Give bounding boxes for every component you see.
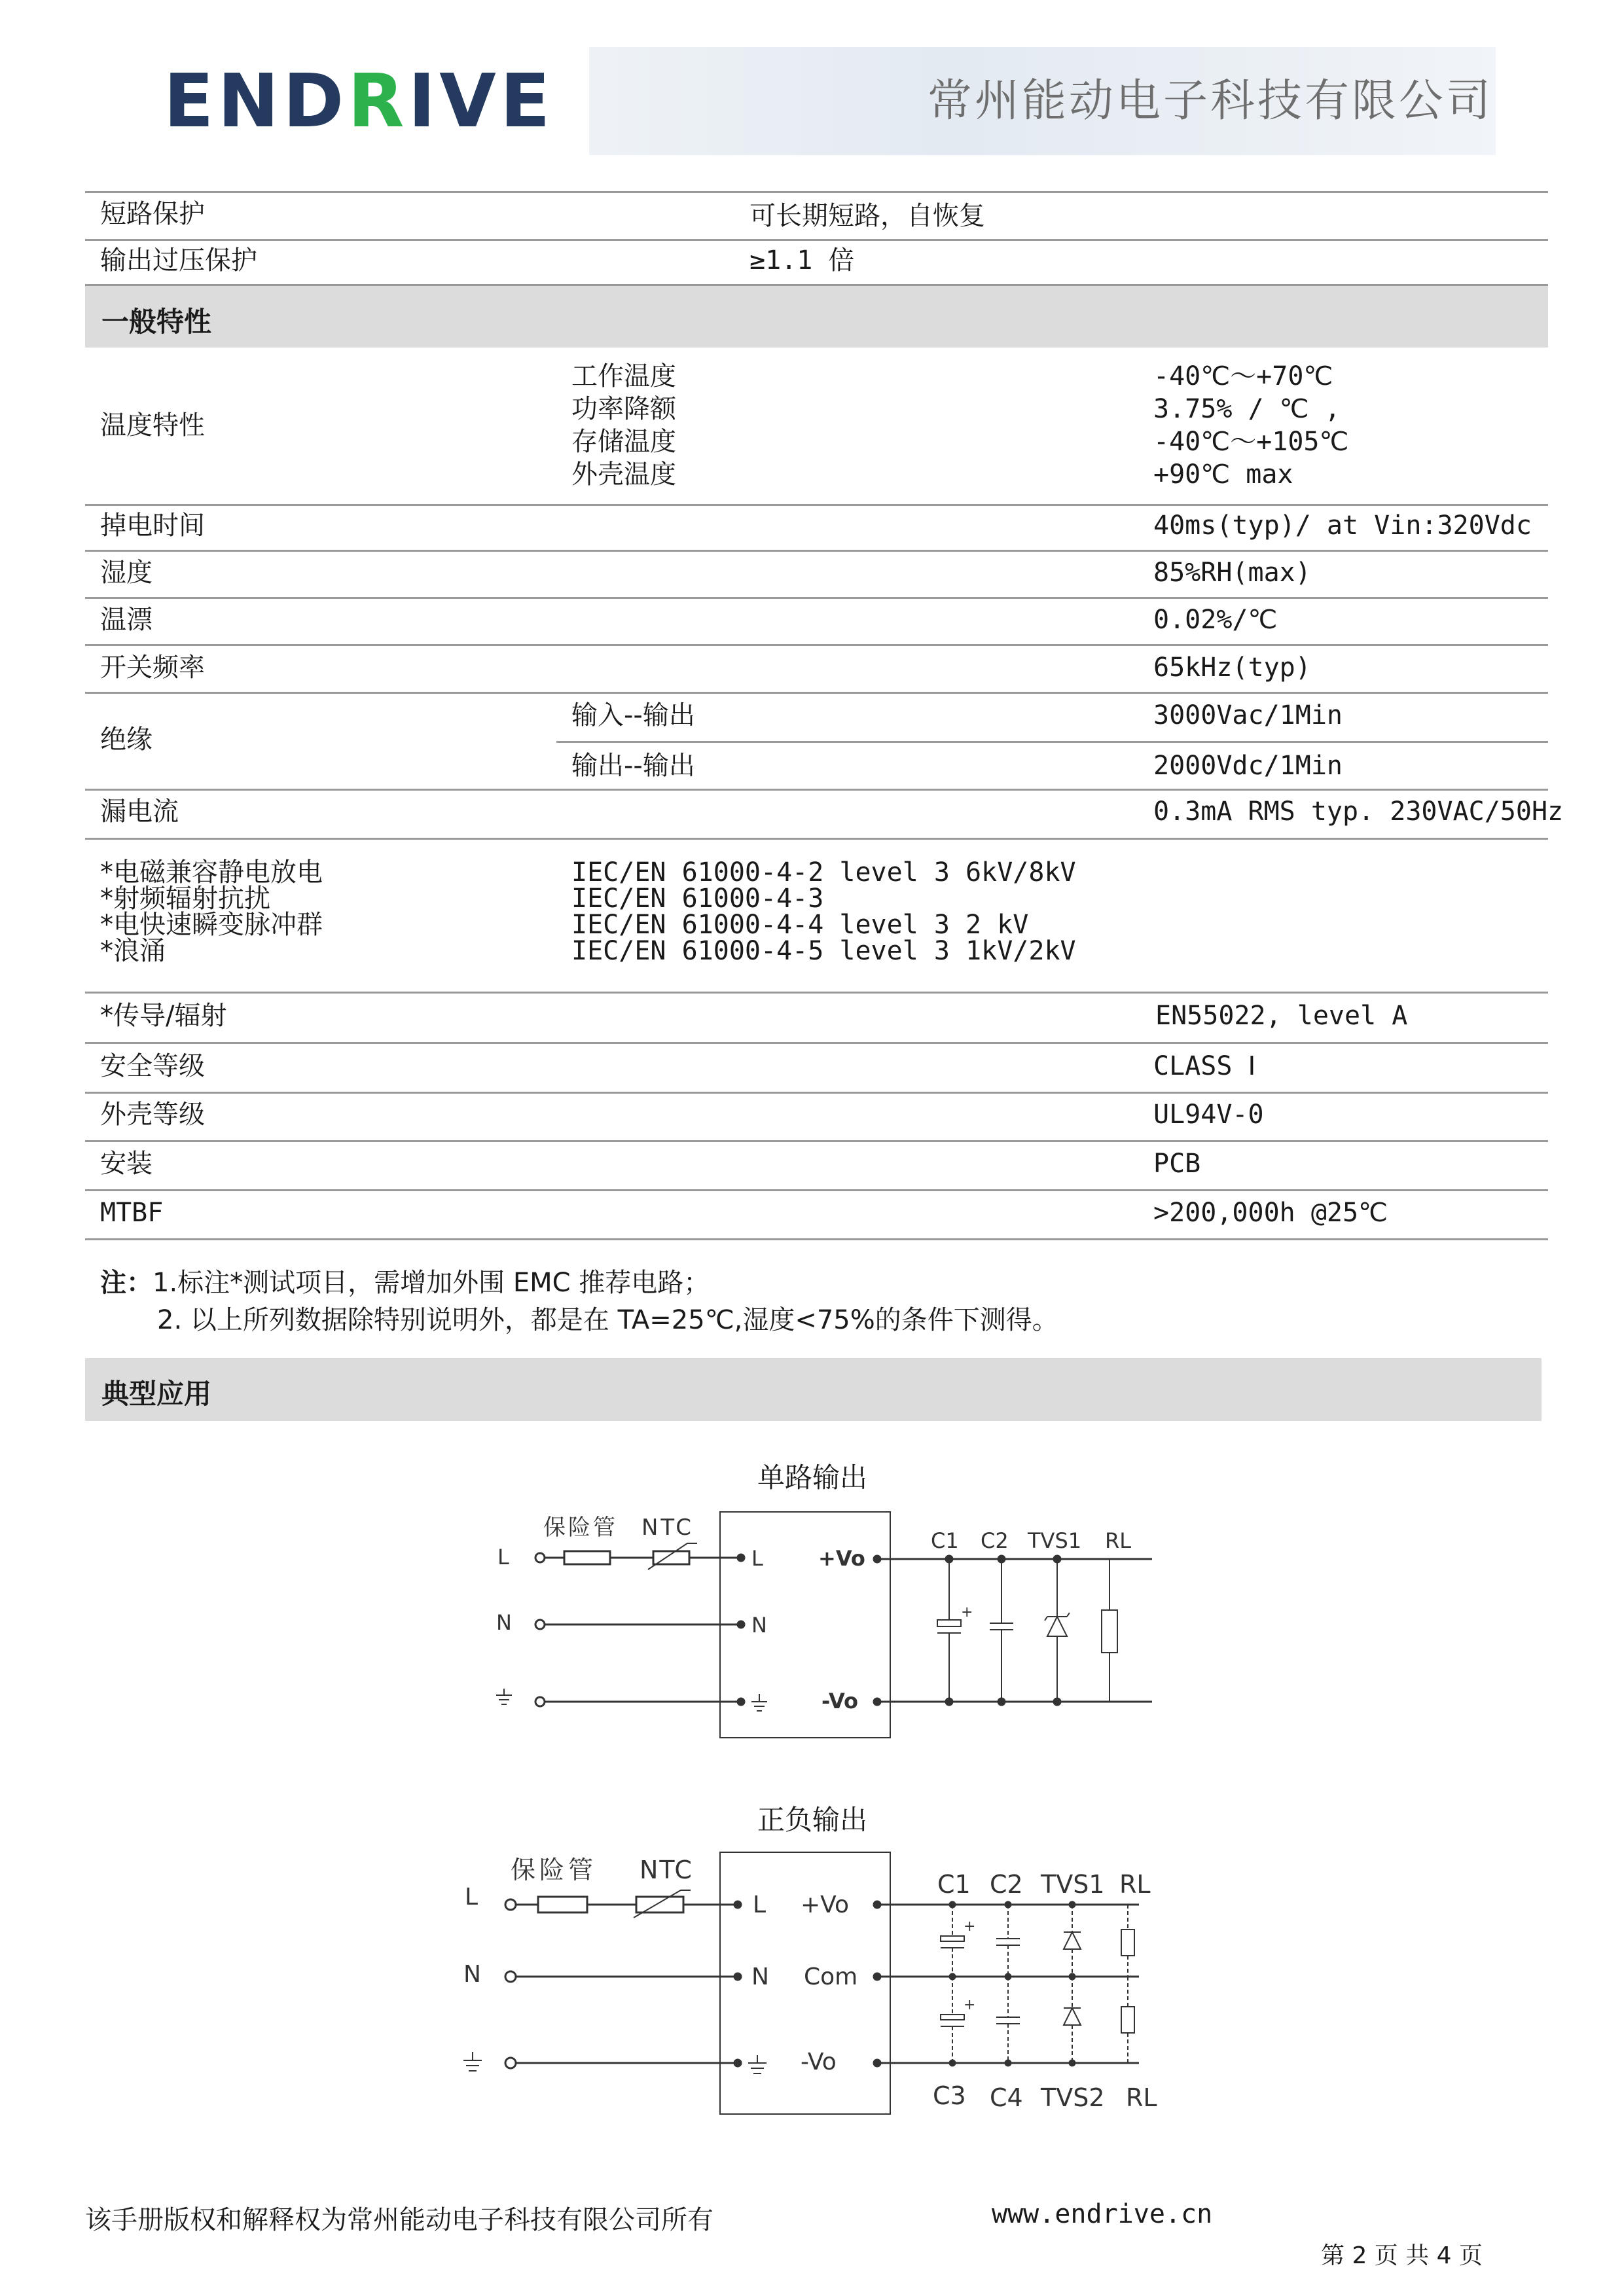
circuit2-title: 正负输出: [757, 1804, 868, 1836]
tvs-diode-icon: [1045, 1559, 1070, 1702]
row-label: 输出过压保护: [100, 245, 257, 276]
row-value: ≥1.1 倍: [749, 245, 855, 276]
row-value: 40ms(typ)/ at Vin:320Vdc: [1153, 511, 1532, 541]
tvs-diode-icon: [1064, 1977, 1081, 2063]
c2-rl2-label: RL: [1126, 2083, 1157, 2112]
row-label: 短路保护: [100, 199, 205, 229]
c1-pin-l: L: [751, 1546, 763, 1571]
capacitor-icon: [937, 1559, 973, 1702]
leakage-value: 0.3mA RMS typ. 230VAC/50Hz: [1153, 797, 1564, 827]
capacitor-icon: [941, 1905, 975, 1977]
temp-item: 外壳温度: [571, 459, 676, 490]
row-label: 安装: [100, 1149, 153, 1179]
c1-c2-label: C2: [981, 1528, 1009, 1553]
row-value: 0.02%/℃: [1153, 605, 1278, 635]
emc-value: IEC/EN 61000-4-3: [571, 884, 824, 914]
circuit1-diagram: [471, 1499, 1191, 1754]
leakage-label: 漏电流: [100, 797, 179, 827]
row-label: *传导/辐射: [100, 1001, 227, 1031]
row-value: PCB: [1153, 1149, 1201, 1179]
temperature-label: 温度特性: [100, 410, 205, 440]
capacitor-icon: [990, 1559, 1013, 1702]
endrive-logo: [164, 59, 554, 144]
emc-label: *浪涌: [100, 936, 166, 966]
row-label: 掉电时间: [100, 511, 205, 541]
c2-com: Com: [804, 1964, 858, 1990]
c1-input-n: N: [496, 1610, 512, 1635]
emc-value: IEC/EN 61000-4-2 level 3 6kV/8kV: [571, 857, 1076, 888]
ground-icon: [496, 1689, 512, 1704]
svg-text:+: +: [964, 1918, 976, 1935]
row-value: >200,000h @25℃: [1153, 1198, 1388, 1228]
temp-value: -40℃～+105℃: [1153, 427, 1349, 457]
note-line-2: 2. 以上所列数据除特别说明外，都是在 TA=25℃,湿度<75%的条件下测得。: [157, 1305, 1058, 1335]
emc-label: *电快速瞬变脉冲群: [100, 910, 323, 940]
c2-c1-label: C1: [937, 1870, 971, 1899]
temperature-items: [571, 360, 676, 491]
row-label: 安全等级: [100, 1051, 205, 1081]
insulation-value: 3000Vac/1Min: [1153, 700, 1343, 730]
row-value: 可长期短路，自恢复: [749, 201, 985, 231]
insulation-item: 输出--输出: [571, 751, 695, 781]
capacitor-icon: [941, 1977, 975, 2063]
insulation-item: 输入--输出: [571, 700, 695, 730]
row-label: 开关频率: [100, 653, 205, 683]
section-typical-band: [85, 1358, 1542, 1421]
temp-item: 功率降额: [571, 394, 676, 424]
emc-label: *电磁兼容静电放电: [100, 857, 323, 888]
temp-item: 工作温度: [571, 361, 676, 391]
footer-page-number: 第 2 页 共 4 页: [1321, 2242, 1483, 2269]
note-line-1: [100, 1262, 710, 1299]
capacitor-icon: [996, 1905, 1020, 1977]
note-prefix: 注：: [100, 1268, 153, 1298]
fuse-icon: [538, 1897, 587, 1912]
note-text: 1.标注*测试项目，需增加外围 EMC 推荐电路；: [153, 1268, 710, 1298]
row-value: 65kHz(typ): [1153, 653, 1311, 683]
temp-value: +90℃ max: [1153, 459, 1293, 490]
c2-c4-label: C4: [990, 2083, 1023, 2112]
c1-pin-n: N: [751, 1613, 767, 1638]
c1-vo-pos: +Vo: [818, 1546, 865, 1571]
ground-icon: [748, 2055, 767, 2073]
row-value: UL94V-0: [1153, 1100, 1264, 1130]
svg-text:+: +: [964, 1997, 976, 2013]
page-header: [0, 0, 1624, 170]
insulation-label: 绝缘: [100, 725, 153, 755]
c2-c2-label: C2: [990, 1870, 1023, 1899]
ground-icon: [751, 1694, 767, 1711]
emc-value: IEC/EN 61000-4-4 level 3 2 kV: [571, 910, 1029, 940]
c1-c1-label: C1: [931, 1528, 959, 1553]
row-label: 湿度: [100, 558, 153, 588]
footer-copyright: 该手册版权和解释权为常州能动电子科技有限公司所有: [85, 2205, 713, 2235]
capacitor-icon: [996, 1977, 1020, 2063]
tvs-diode-icon: [1064, 1905, 1081, 1977]
c2-vo-neg: -Vo: [801, 2049, 837, 2075]
resistor-icon: [1102, 1559, 1117, 1702]
temperature-values: [1153, 360, 1348, 491]
circuit1-title: 单路输出: [757, 1462, 868, 1494]
row-label: 温漂: [100, 605, 153, 635]
circuit2-diagram: [445, 1839, 1204, 2134]
emc-value: IEC/EN 61000-4-5 level 3 1kV/2kV: [571, 936, 1076, 966]
company-name: 常州能动电子科技有限公司: [927, 75, 1493, 127]
c2-c3-label: C3: [933, 2081, 966, 2110]
svg-text:+: +: [961, 1604, 973, 1621]
c2-fuse-label: 保险管: [511, 1856, 598, 1884]
row-value: EN55022, level A: [1155, 1001, 1408, 1031]
c1-input-l: L: [497, 1545, 509, 1570]
c1-rl-label: RL: [1105, 1528, 1132, 1553]
ground-icon: [463, 2052, 482, 2071]
c1-ntc-label: NTC: [641, 1515, 694, 1541]
c1-vo-neg: -Vo: [821, 1689, 858, 1713]
emc-values: [571, 859, 1076, 964]
c1-tvs-label: TVS1: [1028, 1528, 1082, 1553]
section-general-band: [85, 286, 1548, 348]
c2-rl1-label: RL: [1119, 1870, 1151, 1899]
c2-tvs2-label: TVS2: [1041, 2083, 1105, 2112]
resistor-icon: [1121, 1905, 1134, 1977]
logo-text-accent: R: [348, 59, 408, 144]
section-title: 一般特性: [101, 306, 212, 338]
c2-vo-pos: +Vo: [801, 1892, 850, 1918]
section-title: 典型应用: [101, 1378, 212, 1410]
emc-label: *射频辐射抗扰: [100, 884, 270, 914]
footer-website[interactable]: www.endrive.cn: [992, 2199, 1213, 2229]
c2-input-n: N: [463, 1961, 481, 1988]
fuse-icon: [564, 1551, 610, 1564]
ntc-icon: [636, 1897, 683, 1912]
logo-text-left: END: [164, 59, 348, 144]
emc-labels: [100, 859, 323, 964]
row-label: MTBF: [100, 1198, 164, 1228]
logo-text-right: IVE: [408, 59, 554, 144]
c2-input-l: L: [465, 1884, 478, 1910]
resistor-icon: [1121, 1977, 1134, 2063]
row-label: 外壳等级: [100, 1100, 205, 1130]
c2-pin-n: N: [751, 1964, 769, 1990]
insulation-value: 2000Vdc/1Min: [1153, 751, 1343, 781]
c2-tvs1-label: TVS1: [1041, 1870, 1105, 1899]
c1-fuse-label: 保险管: [543, 1515, 618, 1541]
row-value: CLASS Ⅰ: [1153, 1051, 1256, 1081]
temp-item: 存储温度: [571, 427, 676, 457]
temp-value: 3.75% / ℃ ,: [1153, 394, 1341, 424]
temp-value: -40℃～+70℃: [1153, 361, 1333, 391]
c2-ntc-label: NTC: [640, 1856, 693, 1884]
row-value: 85%RH(max): [1153, 558, 1311, 588]
c2-pin-l: L: [753, 1892, 767, 1918]
